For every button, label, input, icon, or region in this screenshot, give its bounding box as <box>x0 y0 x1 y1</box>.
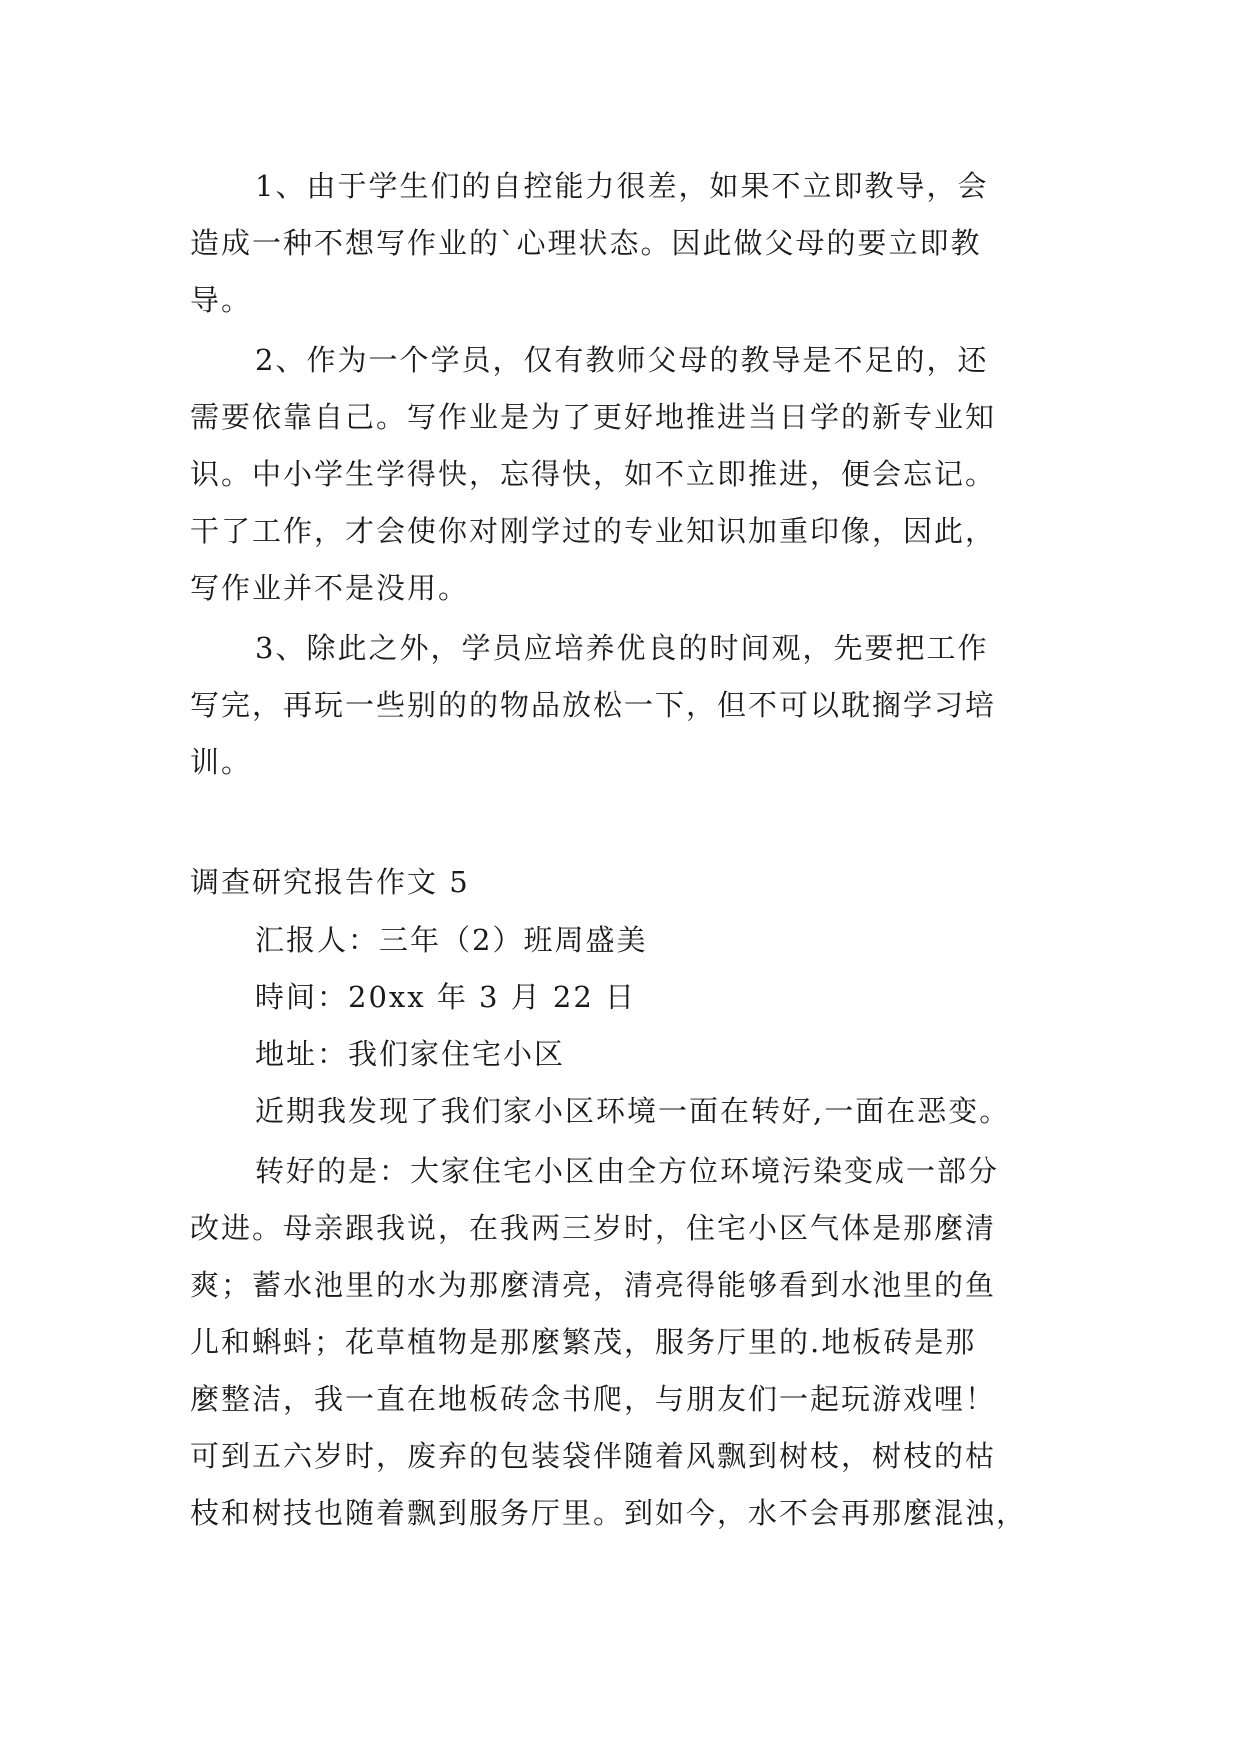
intro-paragraph: 近期我发现了我们家小区环境一面在转好,一面在恶变。 <box>255 1094 1011 1128</box>
paragraph-2-line-5: 写作业并不是没用。 <box>190 571 470 605</box>
paragraph-3-line-1: 3、除此之外，学员应培养优良的时间观，先要把工作 <box>255 631 989 665</box>
reporter-line: 汇报人：三年（2）班周盛美 <box>255 923 648 957</box>
section-title: 调查研究报告作文 5 <box>190 865 470 899</box>
paragraph-5-line-3: 爽；蓄水池里的水为那麼清亮，清亮得能够看到水池里的鱼 <box>190 1268 997 1302</box>
paragraph-5-line-6: 可到五六岁时，废弃的包装袋伴随着风飘到树枝，树枝的枯 <box>190 1439 997 1473</box>
date-line: 時间：20xx 年 3 月 22 日 <box>255 980 637 1014</box>
paragraph-3-line-2: 写完，再玩一些别的的物品放松一下，但不可以耽搁学习培 <box>190 688 997 722</box>
paragraph-2-line-2: 需要依靠自己。写作业是为了更好地推进当日学的新专业知 <box>190 400 997 434</box>
paragraph-1-line-3: 导。 <box>190 283 253 317</box>
paragraph-2-line-1: 2、作为一个学员，仅有教师父母的教导是不足的，还 <box>255 343 989 377</box>
paragraph-5-line-7: 枝和树技也随着飘到服务厅里。到如今，水不会再那麼混浊， <box>190 1496 1028 1530</box>
paragraph-1-line-2: 造成一种不想写作业的`心理状态。因此做父母的要立即教 <box>190 226 982 260</box>
paragraph-5-line-1: 转好的是：大家住宅小区由全方位环境污染变成一部分 <box>255 1154 1000 1188</box>
paragraph-1-line-1: 1、由于学生们的自控能力很差，如果不立即教导，会 <box>255 169 989 203</box>
paragraph-5-line-2: 改进。母亲跟我说，在我两三岁时，住宅小区气体是那麼清 <box>190 1211 997 1245</box>
address-line: 地址：我们家住宅小区 <box>255 1037 566 1071</box>
paragraph-5-line-4: 儿和蝌蚪；花草植物是那麼繁茂，服务厅里的.地板砖是那 <box>190 1325 977 1359</box>
paragraph-5-line-5: 麼整洁，我一直在地板砖念书爬，与朋友们一起玩游戏哩！ <box>190 1382 997 1416</box>
paragraph-2-line-4: 干了工作，才会使你对刚学过的专业知识加重印像，因此， <box>190 514 997 548</box>
paragraph-2-line-3: 识。中小学生学得快，忘得快，如不立即推进，便会忘记。 <box>190 457 997 491</box>
paragraph-3-line-3: 训。 <box>190 745 253 779</box>
